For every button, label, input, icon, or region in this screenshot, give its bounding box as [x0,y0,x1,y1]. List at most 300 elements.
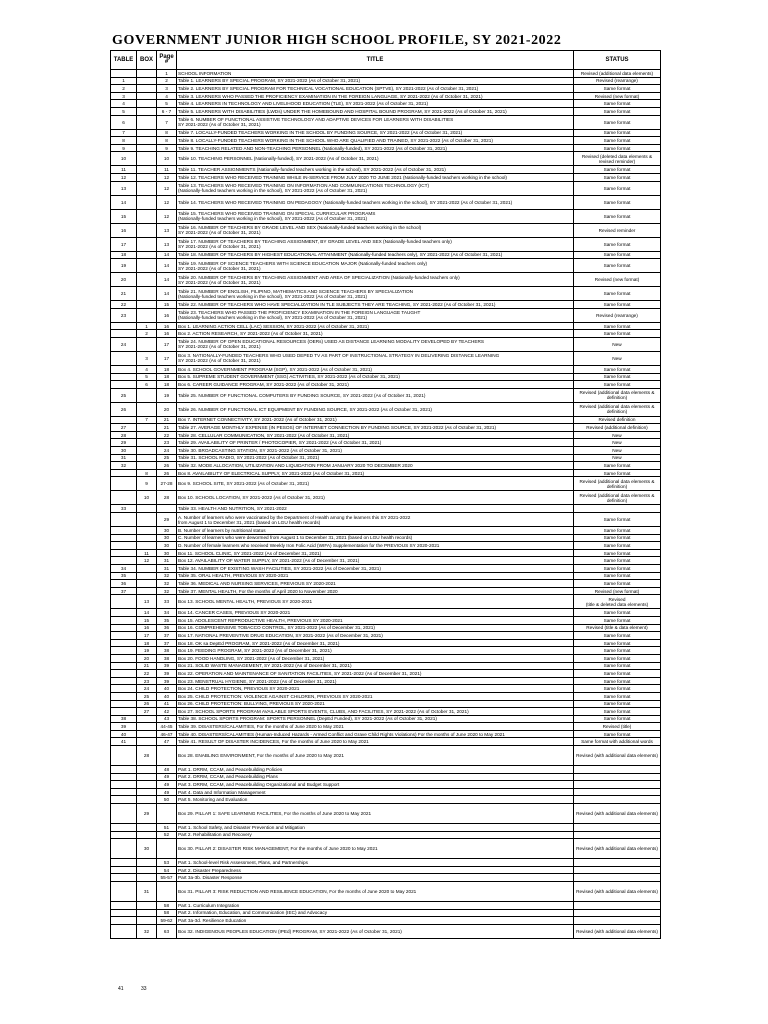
cell-table-number [111,708,137,716]
table-row [111,195,661,209]
cell-box-number [137,788,157,796]
cell-table-number: 12 [111,173,137,181]
cell-title: Table 3. LEARNERS WHO PASSED THE PROFICIENCY EXAMINATION IN THE FOREIGN LANGUAGE, SY 2021-2022 (As of October 31, 2021) [177,92,574,100]
table-row [111,462,661,470]
cell-box-number [137,424,157,432]
cell-box-number [137,166,157,174]
cell-title: Table 13. TEACHERS WHO RECEIVED TRAINING ON INFORMATION AND COMMUNICATIONS TECHNOLOGY (ICT) (Nationally-funded teachers working in the school), SY 2021-2022 (As of October 31, 2021) [177,181,574,195]
cell-table-number: 8 [111,137,137,145]
col-header-title: TITLE [177,51,574,70]
cell-status: Same format [574,662,661,670]
cell-page-number: 36 [157,624,177,632]
cell-page-number: 9 [157,144,177,152]
cell-table-number [111,781,137,789]
cell-box-number [137,85,157,93]
cell-title: D. Number of female learners who received Weekly Iron Folic Acid (WIFA) Supplementation for the PREVIOUS SY 2020-2021 [177,542,574,550]
cell-status: New [574,439,661,447]
cell-box-number [137,237,157,251]
cell-page-number: 8 [157,129,177,137]
cell-page-number: 53 [157,859,177,867]
cell-page-number: 33 [157,595,177,609]
col-header-table: TABLE [111,51,137,70]
cell-title: Table 11. TEACHER ASSIGNMENTS (Nationally-funded teachers working in the school), SY 2021-2022 (As of October 31, 2021) [177,166,574,174]
cell-box-number: 28 [137,746,157,766]
cell-title: Part 1. School Safety, and Disaster Prevention and Mitigation [177,824,574,832]
table-row [111,424,661,432]
cell-box-number: 3 [137,351,157,365]
cell-box-number [137,273,157,287]
cell-table-number: 1 [111,77,137,85]
cell-page-number: 31 [157,557,177,565]
cell-status [574,796,661,804]
cell-page-number: 42 [157,708,177,716]
cell-status: Same format [574,670,661,678]
table-row [111,647,661,655]
cell-title: Table 29. AVAILABILITY OF PRINTER / PHOTOCOPIER, SY 2021-2022 (As of October 31, 2021) [177,439,574,447]
cell-table-number: 2 [111,85,137,93]
table-row [111,115,661,129]
cell-box-number [137,874,157,882]
cell-title: Box 1. LEARNING ACTION CELL (LAC) SESSION, SY 2021-2022 (As of October 31, 2021) [177,322,574,330]
table-row [111,632,661,640]
cell-status: Same format [574,322,661,330]
cell-page-number [157,839,177,859]
cell-page-number: 26 [157,469,177,477]
cell-box-number [137,587,157,595]
cell-page-number: 50 [157,796,177,804]
table-row [111,287,661,301]
cell-title: Part 2. Rehabilitation and Recovery [177,831,574,839]
cell-status: Revised (with additional data elements) [574,804,661,824]
cell-status [574,766,661,774]
table-row [111,909,661,917]
cell-title: Part 3a-3b. Disaster Response [177,874,574,882]
cell-status [574,917,661,925]
table-row [111,924,661,938]
cell-box-number: 1 [137,322,157,330]
cell-box-number [137,259,157,273]
cell-page-number: 49 [157,773,177,781]
cell-page-number: 54 [157,866,177,874]
cell-table-number [111,654,137,662]
cell-table-number [111,513,137,527]
cell-status: Same format [574,632,661,640]
cell-box-number: 23 [137,677,157,685]
cell-title: Box 6. CAREER GUIDANCE PROGRAM, SY 2021-2022 (As of October 31, 2021) [177,381,574,389]
cell-table-number: 21 [111,287,137,301]
cell-title: Box 12. AVAILABILITY OF WATER SUPPLY, SY 2021-2022 (As of December 31, 2021) [177,557,574,565]
cell-box-number: 8 [137,469,157,477]
cell-page-number: 58 [157,909,177,917]
cell-page-number [157,746,177,766]
cell-table-number [111,831,137,839]
cell-table-number: 3 [111,92,137,100]
col-header-page: Page # [157,51,177,70]
cell-page-number: 24 [157,447,177,455]
table-row [111,866,661,874]
cell-status: Same format [574,542,661,550]
table-row [111,859,661,867]
cell-table-number [111,373,137,381]
cell-box-number [137,534,157,542]
cell-status: Revised (title) [574,723,661,731]
cell-table-number: 25 [111,388,137,402]
table-row [111,917,661,925]
cell-status: Revised (title & data element) [574,624,661,632]
cell-status: Same format [574,565,661,573]
cell-box-number [137,308,157,322]
cell-status: Same format [574,115,661,129]
cell-page-number: 29 [157,513,177,527]
cell-page-number: 4 [157,92,177,100]
cell-box-number: 32 [137,924,157,938]
cell-page-number: 16 [157,330,177,338]
cell-box-number [137,513,157,527]
cell-box-number: 21 [137,662,157,670]
cell-box-number [137,181,157,195]
table-row [111,416,661,424]
table-row [111,259,661,273]
table-row [111,587,661,595]
cell-table-number [111,549,137,557]
cell-status [574,859,661,867]
cell-title: Table 22. NUMBER OF TEACHERS WHO HAVE SPECIALIZATION IN TLE SUBJECTS THEY ARE TEACHING, SY 2021-2022 (As of October 31, 2021) [177,301,574,309]
cell-status: Same format [574,462,661,470]
cell-page-number: 11 [157,166,177,174]
table-row [111,595,661,609]
cell-page-number: 35 [157,616,177,624]
cell-title: Table 33. HEALTH AND NUTRITION, SY 2021-2022 [177,505,574,513]
table-row [111,337,661,351]
table-row [111,766,661,774]
table-row [111,273,661,287]
cell-title: Table 32. MODE ALLOCATION, UTILIZATION AND LIQUIDATION FROM JANUARY 2020 TO DECEMBER 2020 [177,462,574,470]
cell-box-number [137,781,157,789]
cell-box-number [137,144,157,152]
cell-title: Table 26. NUMBER OF FUNCTIONAL ICT EQUIPMENT BY FUNDING SOURCE, SY 2021-2022 (As of October 31, 2021) [177,402,574,416]
cell-table-number: 10 [111,152,137,166]
table-row [111,209,661,223]
cell-box-number [137,223,157,237]
cell-title: Box 10. SCHOOL LOCATION, SY 2021-2022 (As of October 31, 2021) [177,491,574,505]
cell-title: Box 24. CHILD PROTECTION, PREVIOUS SY 2020-2021 [177,685,574,693]
table-row [111,616,661,624]
cell-table-number: 34 [111,565,137,573]
cell-title: Part 2. DRRM, CCAM, and Peacebuilding Plans [177,773,574,781]
cell-status: Revised definition [574,416,661,424]
cell-table-number [111,416,137,424]
table-row [111,624,661,632]
cell-status [574,902,661,910]
cell-table-number: 24 [111,337,137,351]
cell-box-number [137,824,157,832]
cell-box-number [137,572,157,580]
cell-title: Table 16. NUMBER OF TEACHERS BY GRADE LEVEL AND SEX (Nationally-funded teachers working in the school) SY 2021-2022 (As of October 31, 2021) [177,223,574,237]
cell-page-number: 21 [157,424,177,432]
cell-status: Revised (rearrange) [574,77,661,85]
cell-table-number: 38 [111,715,137,723]
cell-table-number [111,773,137,781]
cell-box-number [137,107,157,115]
cell-title: Table 25. NUMBER OF FUNCTIONAL COMPUTERS BY FUNDING SOURCE, SY 2021-2022 (As of October 31, 2021) [177,388,574,402]
cell-table-number [111,477,137,491]
cell-table-number [111,677,137,685]
cell-title: Table 38. SCHOOL SPORTS PROGRAM: SPORTS PERSONNEL (DepEd Funded), SY 2021-2022 (As of October 31, 2021) [177,715,574,723]
table-row [111,708,661,716]
table-row [111,144,661,152]
cell-table-number [111,624,137,632]
table-row [111,92,661,100]
cell-title: Box 30. PILLAR 2: DISASTER RISK MANAGEMENT, For the months of June 2020 to May 2021 [177,839,574,859]
cell-box-number [137,439,157,447]
cell-page-number: 30 [157,549,177,557]
cell-status: New [574,351,661,365]
cell-page-number [157,882,177,902]
table-row [111,527,661,535]
cell-title: Part 1. School-level Risk Assessment, Plans, and Partnerships [177,859,574,867]
cell-box-number: 27 [137,708,157,716]
cell-table-number: 41 [111,738,137,746]
cell-title: Box 15. ADOLESCENT REPRODUCTIVE HEALTH, PREVIOUS SY 2020-2021 [177,616,574,624]
cell-title: Table 21. NUMBER OF ENGLISH, FILIPINO, MATHEMATICS AND SCIENCE TEACHERS BY SPECIALIZATION (Nationally-funded teachers working in the school), SY 2021-2022 (As of October 31, 2021) [177,287,574,301]
table-row [111,402,661,416]
table-row [111,137,661,145]
cell-box-number: 22 [137,670,157,678]
cell-box-number [137,527,157,535]
cell-page-number: 52 [157,831,177,839]
cell-status: Same format [574,259,661,273]
cell-status: Revised (with additional data elements) [574,924,661,938]
cell-title: Box 4. SCHOOL GOVERNMENT PROGRAM (SGP), SY 2021-2022 (As of October 31, 2021) [177,365,574,373]
cell-page-number: 37 [157,639,177,647]
cell-table-number: 19 [111,259,137,273]
cell-title: Box 22. OPERATION AND MAINTENANCE OF SANITATION FACILITIES, SY 2021-2022 (As of December 31, 2021) [177,670,574,678]
cell-table-number [111,491,137,505]
table-row [111,505,661,513]
cell-title: Part 2. Disaster Preparedness [177,866,574,874]
cell-page-number: 22 [157,431,177,439]
cell-table-number: 29 [111,439,137,447]
cell-table-number [111,874,137,882]
cell-page-number: 16 [157,322,177,330]
table-row [111,439,661,447]
cell-status: Revised (additional data elements & definition) [574,402,661,416]
cell-box-number [137,580,157,588]
cell-status: Same format [574,287,661,301]
cell-table-number [111,639,137,647]
cell-table-number [111,685,137,693]
cell-page-number: 12 [157,181,177,195]
table-row [111,804,661,824]
cell-page-number: 3 [157,85,177,93]
cell-status: Same format [574,373,661,381]
cell-table-number [111,662,137,670]
cell-status: Same format [574,708,661,716]
cell-page-number: 31 [157,565,177,573]
cell-status: Same format [574,557,661,565]
cell-title: Box 32. INDIGENOUS PEOPLES EDUCATION (IPEd) PROGRAM, SY 2021-2022 (As of October 31, 2021) [177,924,574,938]
cell-status: Same format [574,251,661,259]
table-row [111,692,661,700]
cell-box-number [137,859,157,867]
cell-box-number [137,402,157,416]
cell-title: Part 5. Monitoring and Evaluation [177,796,574,804]
cell-status: Same format [574,639,661,647]
cell-box-number: 19 [137,647,157,655]
cell-page-number: 38 [157,654,177,662]
cell-table-number: 30 [111,447,137,455]
cell-box-number [137,251,157,259]
page-title: GOVERNMENT JUNIOR HIGH SCHOOL PROFILE, SY 2021-2022 [112,33,562,48]
cell-title: Part 1. Curriculum Integration [177,902,574,910]
table-row [111,572,661,580]
cell-table-number [111,766,137,774]
cell-title: Box 8. AVAILABILITY OF ELECTRICAL SUPPLY, SY 2021-2022 (As of October 31, 2021) [177,469,574,477]
table-row [111,639,661,647]
cell-table-number: 22 [111,301,137,309]
table-row [111,166,661,174]
cell-status: Same format [574,572,661,580]
cell-box-number: 11 [137,549,157,557]
cell-page-number: 18 [157,373,177,381]
cell-page-number: 40 [157,685,177,693]
cell-table-number [111,692,137,700]
cell-title: Table 10. TEACHING PERSONNEL (Nationally-funded), SY 2021-2022 (As of October 31, 2021) [177,152,574,166]
table-row [111,824,661,832]
cell-table-number [111,670,137,678]
table-row [111,491,661,505]
cell-status: New [574,431,661,439]
cell-status: Same format [574,137,661,145]
cell-page-number: 2 [157,77,177,85]
table-row [111,237,661,251]
cell-table-number [111,632,137,640]
cell-status: New [574,447,661,455]
cell-table-number: 20 [111,273,137,287]
cell-box-number: 2 [137,330,157,338]
cell-box-number [137,173,157,181]
table-row [111,447,661,455]
cell-status: Revised (additional data elements & definition) [574,491,661,505]
table-row [111,469,661,477]
cell-status: Same format [574,107,661,115]
cell-title: Box 17. NATIONAL PREVENTIVE DRUG EDUCATION, SY 2021-2022 (As of December 31, 2021) [177,632,574,640]
cell-page-number: 39 [157,670,177,678]
table-row [111,181,661,195]
table-row [111,557,661,565]
table-row [111,373,661,381]
table-row [111,100,661,108]
cell-status: Same format [574,100,661,108]
cell-box-number: 9 [137,477,157,491]
cell-box-number [137,77,157,85]
cell-page-number: 8 [157,137,177,145]
cell-title: Box 18. OK sa DepEd PROGRAM, SY 2021-2022 (As of December 31, 2021) [177,639,574,647]
col-header-box: BOX [137,51,157,70]
cell-page-number: 14 [157,259,177,273]
cell-box-number [137,831,157,839]
cell-status: Same format [574,549,661,557]
cell-box-number: 24 [137,685,157,693]
table-row [111,565,661,573]
table-row [111,152,661,166]
cell-title: Box 23. MENSTRUAL HYGIENE, SY 2021-2022 (As of December 31, 2021) [177,677,574,685]
cell-page-number: 19 [157,388,177,402]
cell-status: Same format [574,534,661,542]
cell-title: Table 34. NUMBER OF EXISTING WASH FACILITIES, SY 2021-2022 (As of December 31, 2021) [177,565,574,573]
cell-page-number: 12 [157,209,177,223]
cell-page-number: 25 [157,454,177,462]
cell-page-number: 41 [157,700,177,708]
cell-status: Revised (additional data elements) [574,70,661,78]
cell-page-number: 13 [157,223,177,237]
table-row [111,831,661,839]
cell-table-number: 28 [111,431,137,439]
cell-table-number [111,609,137,617]
cell-box-number [137,902,157,910]
cell-status [574,788,661,796]
cell-title: Box 16. COMPREHENSIVE TOBACCO CONTROL, SY 2021-2022 (As of December 31, 2021) [177,624,574,632]
table-row [111,534,661,542]
cell-page-number: 20 [157,402,177,416]
cell-status: Same format [574,381,661,389]
cell-status: Same format [574,580,661,588]
cell-table-number [111,796,137,804]
cell-page-number [157,505,177,513]
cell-page-number: 14 [157,273,177,287]
cell-status [574,831,661,839]
cell-title: Box 25. CHILD PROTECTION: VIOLENCE AGAINST CHILDREN, PREVIOUS SY 2020-2021 [177,692,574,700]
cell-page-number: 30 [157,527,177,535]
table-row [111,730,661,738]
cell-table-number: 40 [111,730,137,738]
cell-title: Table 15. TEACHERS WHO RECEIVED TRAINING ON SPECIAL CURRICULAR PROGRAMS (Nationally-funded teachers working in the school), SY 2021-2022 (As of October 31, 2021) [177,209,574,223]
table-row [111,738,661,746]
table-row [111,381,661,389]
cell-table-number [111,322,137,330]
cell-table-number: 11 [111,166,137,174]
cell-page-number: 7 [157,115,177,129]
cell-box-number [137,137,157,145]
cell-status: Same format [574,685,661,693]
cell-table-number [111,330,137,338]
cell-status: Revised (deleted data elements & revised reminder) [574,152,661,166]
cell-status: Revised (additional data elements & definition) [574,388,661,402]
cell-box-number [137,301,157,309]
cell-title: Box 31. PILLAR 3: RISK REDUCTION AND RESILIENCE EDUCATION, For the months of June 2020 to May 2021 [177,882,574,902]
cell-page-number: 43 [157,715,177,723]
cell-status: Revised (title & deleted data elements) [574,595,661,609]
cell-page-number: 38 [157,647,177,655]
cell-status: New [574,337,661,351]
cell-table-number [111,924,137,938]
cell-table-number [111,859,137,867]
cell-table-number: 14 [111,195,137,209]
cell-title: Table 35. ORAL HEALTH, PREVIOUS SY 2020-2021 [177,572,574,580]
cell-title: Table 23. TEACHERS WHO PASSED THE PROFICIENCY EXAMINATION IN THE FOREIGN LANGUAGE TAUGHT (Nationally-funded teachers working in the school), SY 2021-2022 (As of October 31, 2021) [177,308,574,322]
cell-box-number [137,337,157,351]
cell-table-number [111,839,137,859]
cell-status: Revised (new format) [574,92,661,100]
cell-page-number: 12 [157,173,177,181]
cell-status: Same format [574,730,661,738]
table-row [111,173,661,181]
cell-box-number [137,715,157,723]
cell-table-number [111,824,137,832]
table-body [111,70,661,939]
cell-status: Revised (additional data elements & definition) [574,477,661,491]
table-row [111,330,661,338]
